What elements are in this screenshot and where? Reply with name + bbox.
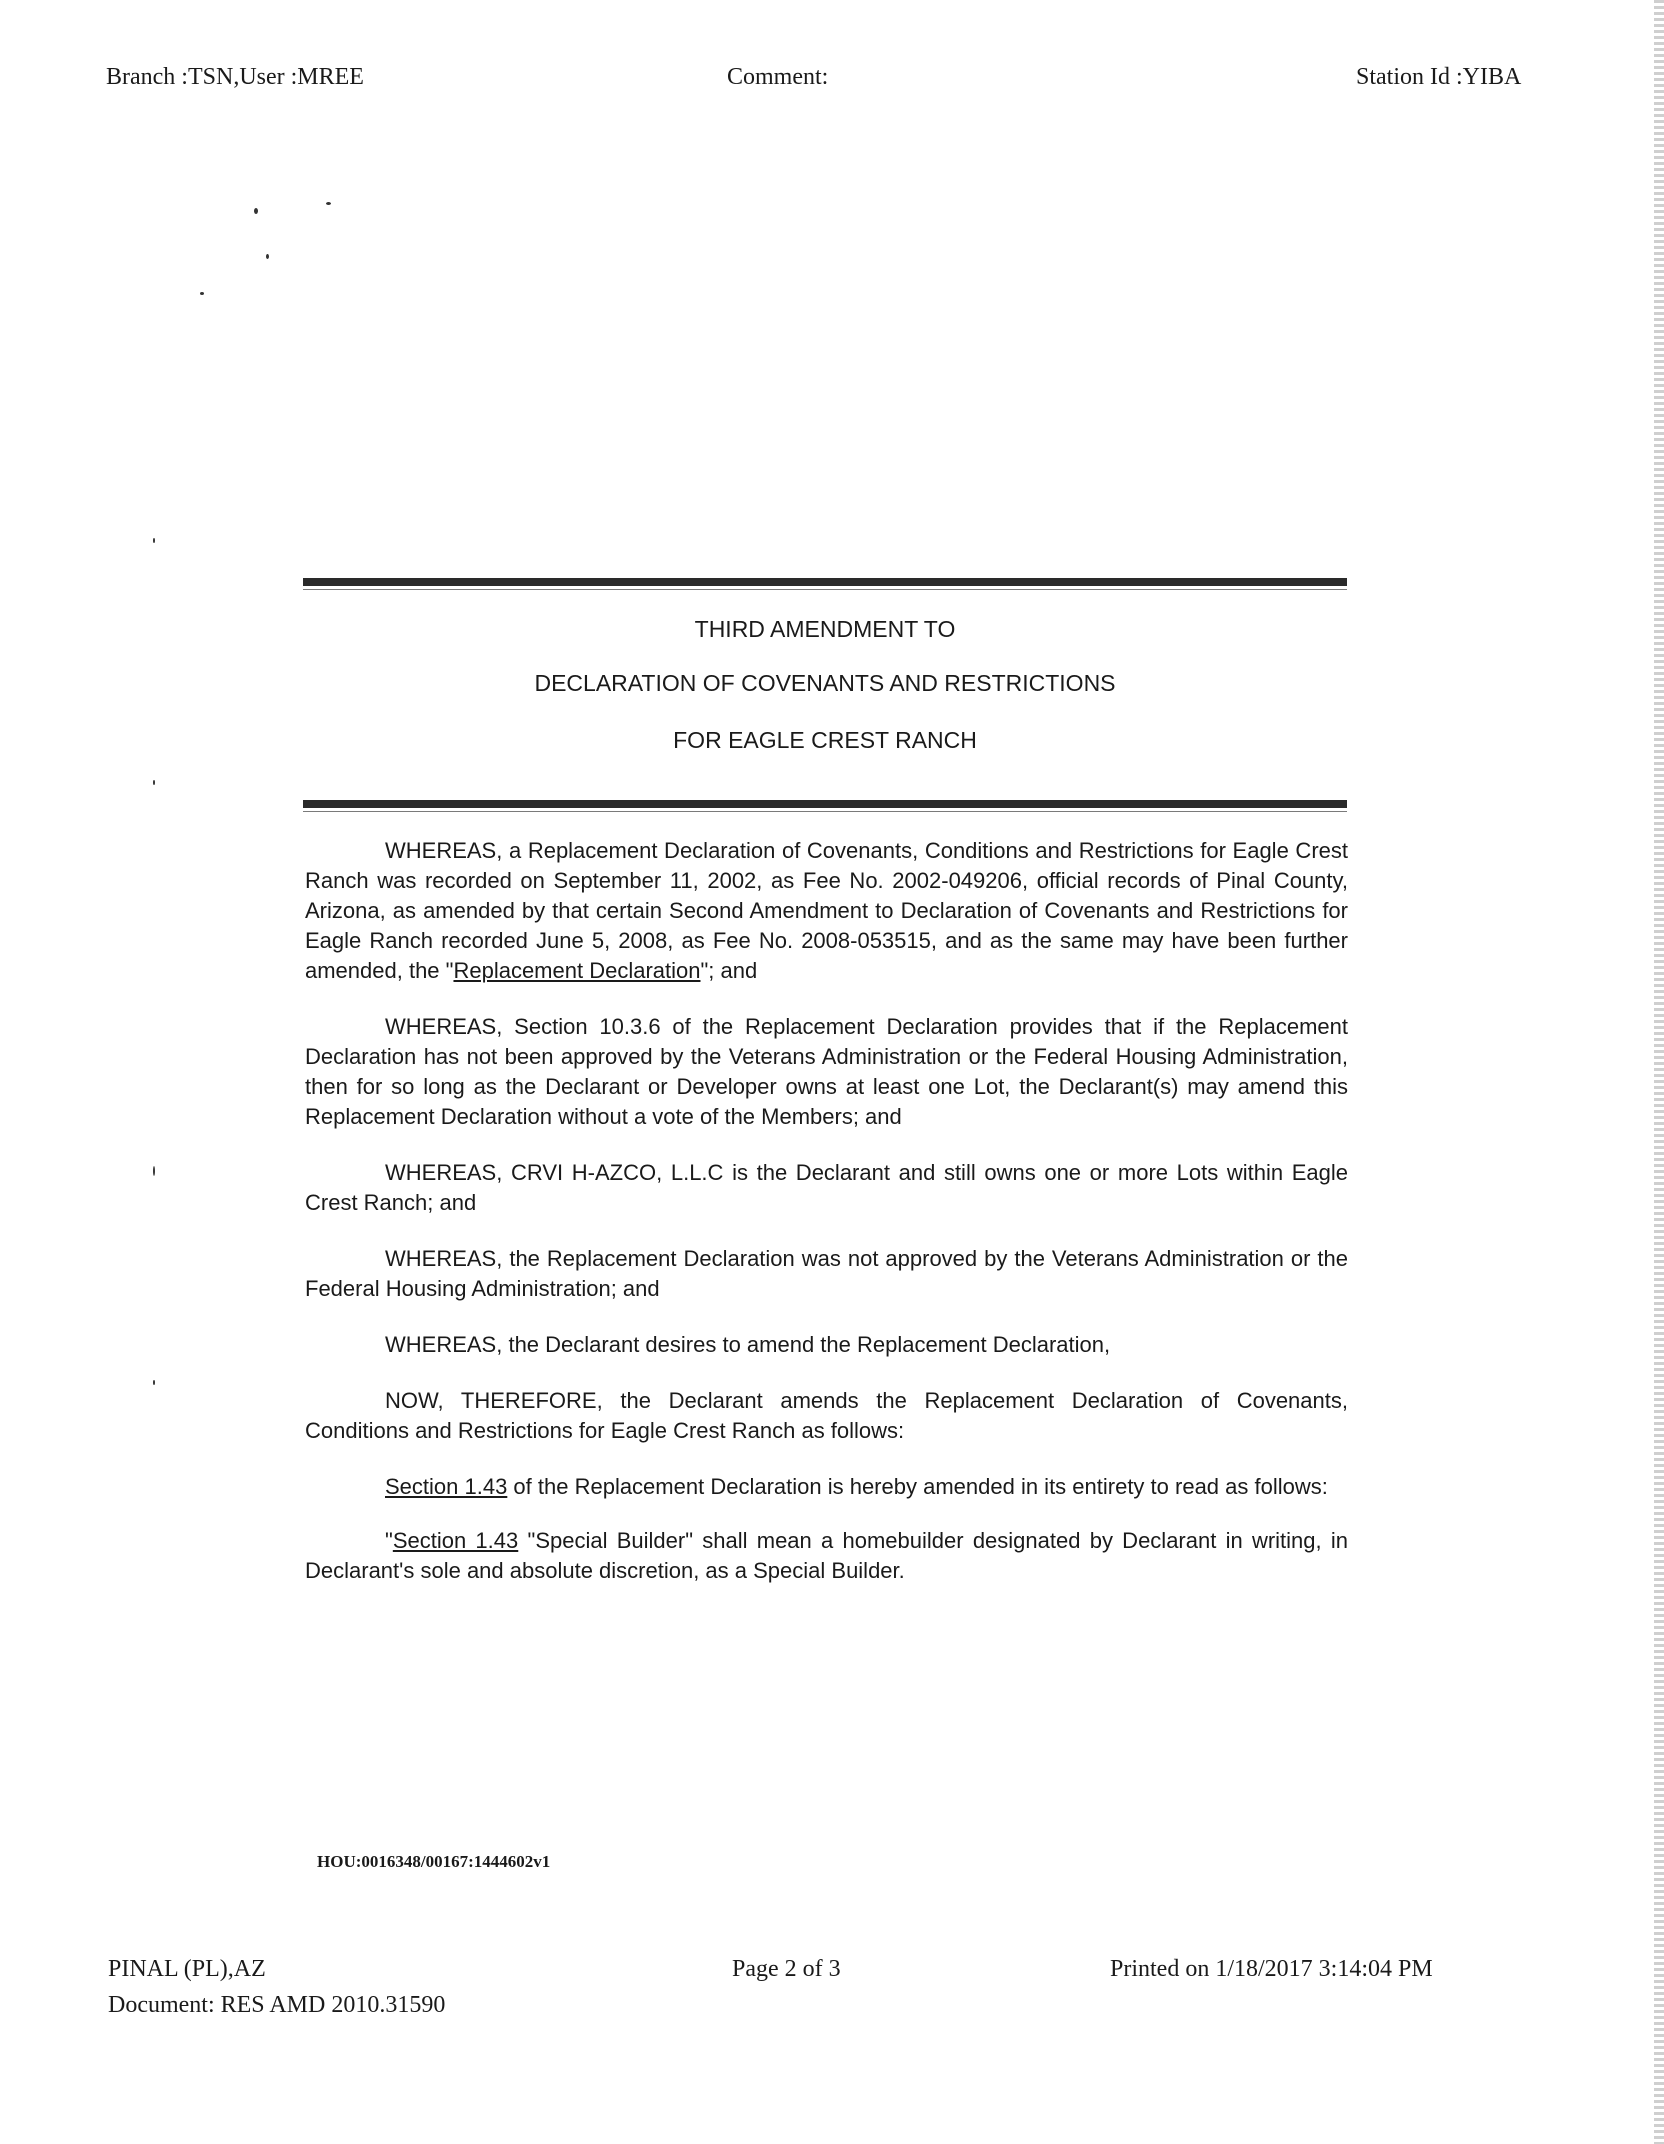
title-rule-bottom [303, 800, 1347, 808]
document-title-line-3: FOR EAGLE CREST RANCH [673, 727, 977, 753]
amendment-intro-text: of the Replacement Declaration is hereby amended in its entirety to read as follows: [507, 1474, 1328, 1499]
printed-timestamp: Printed on 1/18/2017 3:14:04 PM [1110, 1956, 1433, 1982]
document-id: HOU:0016348/00167:1444602v1 [317, 1852, 551, 1871]
amended-section-paragraph [305, 1526, 1348, 1586]
scan-speck [326, 202, 331, 205]
scan-speck [200, 292, 204, 295]
section-reference: Section 1.43 [385, 1474, 508, 1499]
document-title-line-2: DECLARATION OF COVENANTS AND RESTRICTIONS [534, 670, 1116, 696]
document-number-label: Document: RES AMD 2010.31590 [108, 1992, 446, 2018]
amended-section-heading: Section 1.43 [392, 1528, 519, 1553]
recital-1-text: WHEREAS, a Replacement Declaration of Covenants, Conditions and Restrictions for Eagle Crest Ranch was recorded on September 11, 2002, as Fee No. 2002-049206, official records of Pinal County, Arizona, as amended by that certain Second Amendment to Declaration of Covenants and Restrictions for Eagle Ranch recorded June 5, 2008, as Fee No. 2008-053515, and as the same may have been further amended, the " [305, 838, 1348, 983]
page-number: Page 2 of 3 [732, 1956, 841, 1982]
scan-speck [153, 538, 155, 543]
defined-term-replacement-declaration: Replacement Declaration [453, 958, 701, 983]
amendment-intro-paragraph [305, 1472, 1348, 1502]
recital-paragraph-1 [305, 836, 1348, 986]
document-body [305, 836, 1348, 1612]
county-label: PINAL (PL),AZ [108, 1956, 266, 1982]
scan-speck [254, 208, 258, 214]
title-rule-top [303, 578, 1347, 586]
operative-paragraph: NOW, THEREFORE, the Declarant amends the Replacement Declaration of Covenants, Conditions and Restrictions for Eagle Crest Ranch as follows: [305, 1388, 1348, 1443]
recital-1-end: "; and [700, 958, 758, 983]
scan-speck [266, 254, 269, 259]
document-title-line-1: THIRD AMENDMENT TO [694, 616, 956, 642]
station-id-label: Station Id :YIBA [1356, 64, 1522, 90]
scan-speck [153, 780, 155, 785]
recital-paragraph-3: WHEREAS, CRVI H-AZCO, L.L.C is the Declarant and still owns one or more Lots within Eagle Crest Ranch; and [305, 1160, 1348, 1215]
recital-paragraph-5: WHEREAS, the Declarant desires to amend the Replacement Declaration, [385, 1332, 1111, 1357]
scan-speck [153, 1166, 155, 1176]
branch-user-label: Branch :TSN,User :MREE [106, 64, 364, 90]
scan-edge [1654, 0, 1664, 2144]
open-quote: " [385, 1528, 393, 1553]
page-header [0, 64, 1664, 104]
recital-paragraph-2: WHEREAS, Section 10.3.6 of the Replacement Declaration provides that if the Replacement Declaration has not been approved by the Veterans Administration or the Federal Housing Administration, then for so long as the Declarant or Developer owns at least one Lot, the Declarant(s) may amend this Replacement Declaration without a vote of the Members; and [305, 1014, 1348, 1129]
amended-section-text: "Special Builder" shall mean a homebuilder designated by Declarant in writing, in Declarant's sole and absolute discretion, as a Special Builder. [305, 1528, 1348, 1583]
scan-speck [153, 1380, 155, 1385]
recital-paragraph-4: WHEREAS, the Replacement Declaration was not approved by the Veterans Administration or the Federal Housing Administration; and [305, 1246, 1348, 1301]
comment-label: Comment: [727, 64, 829, 90]
